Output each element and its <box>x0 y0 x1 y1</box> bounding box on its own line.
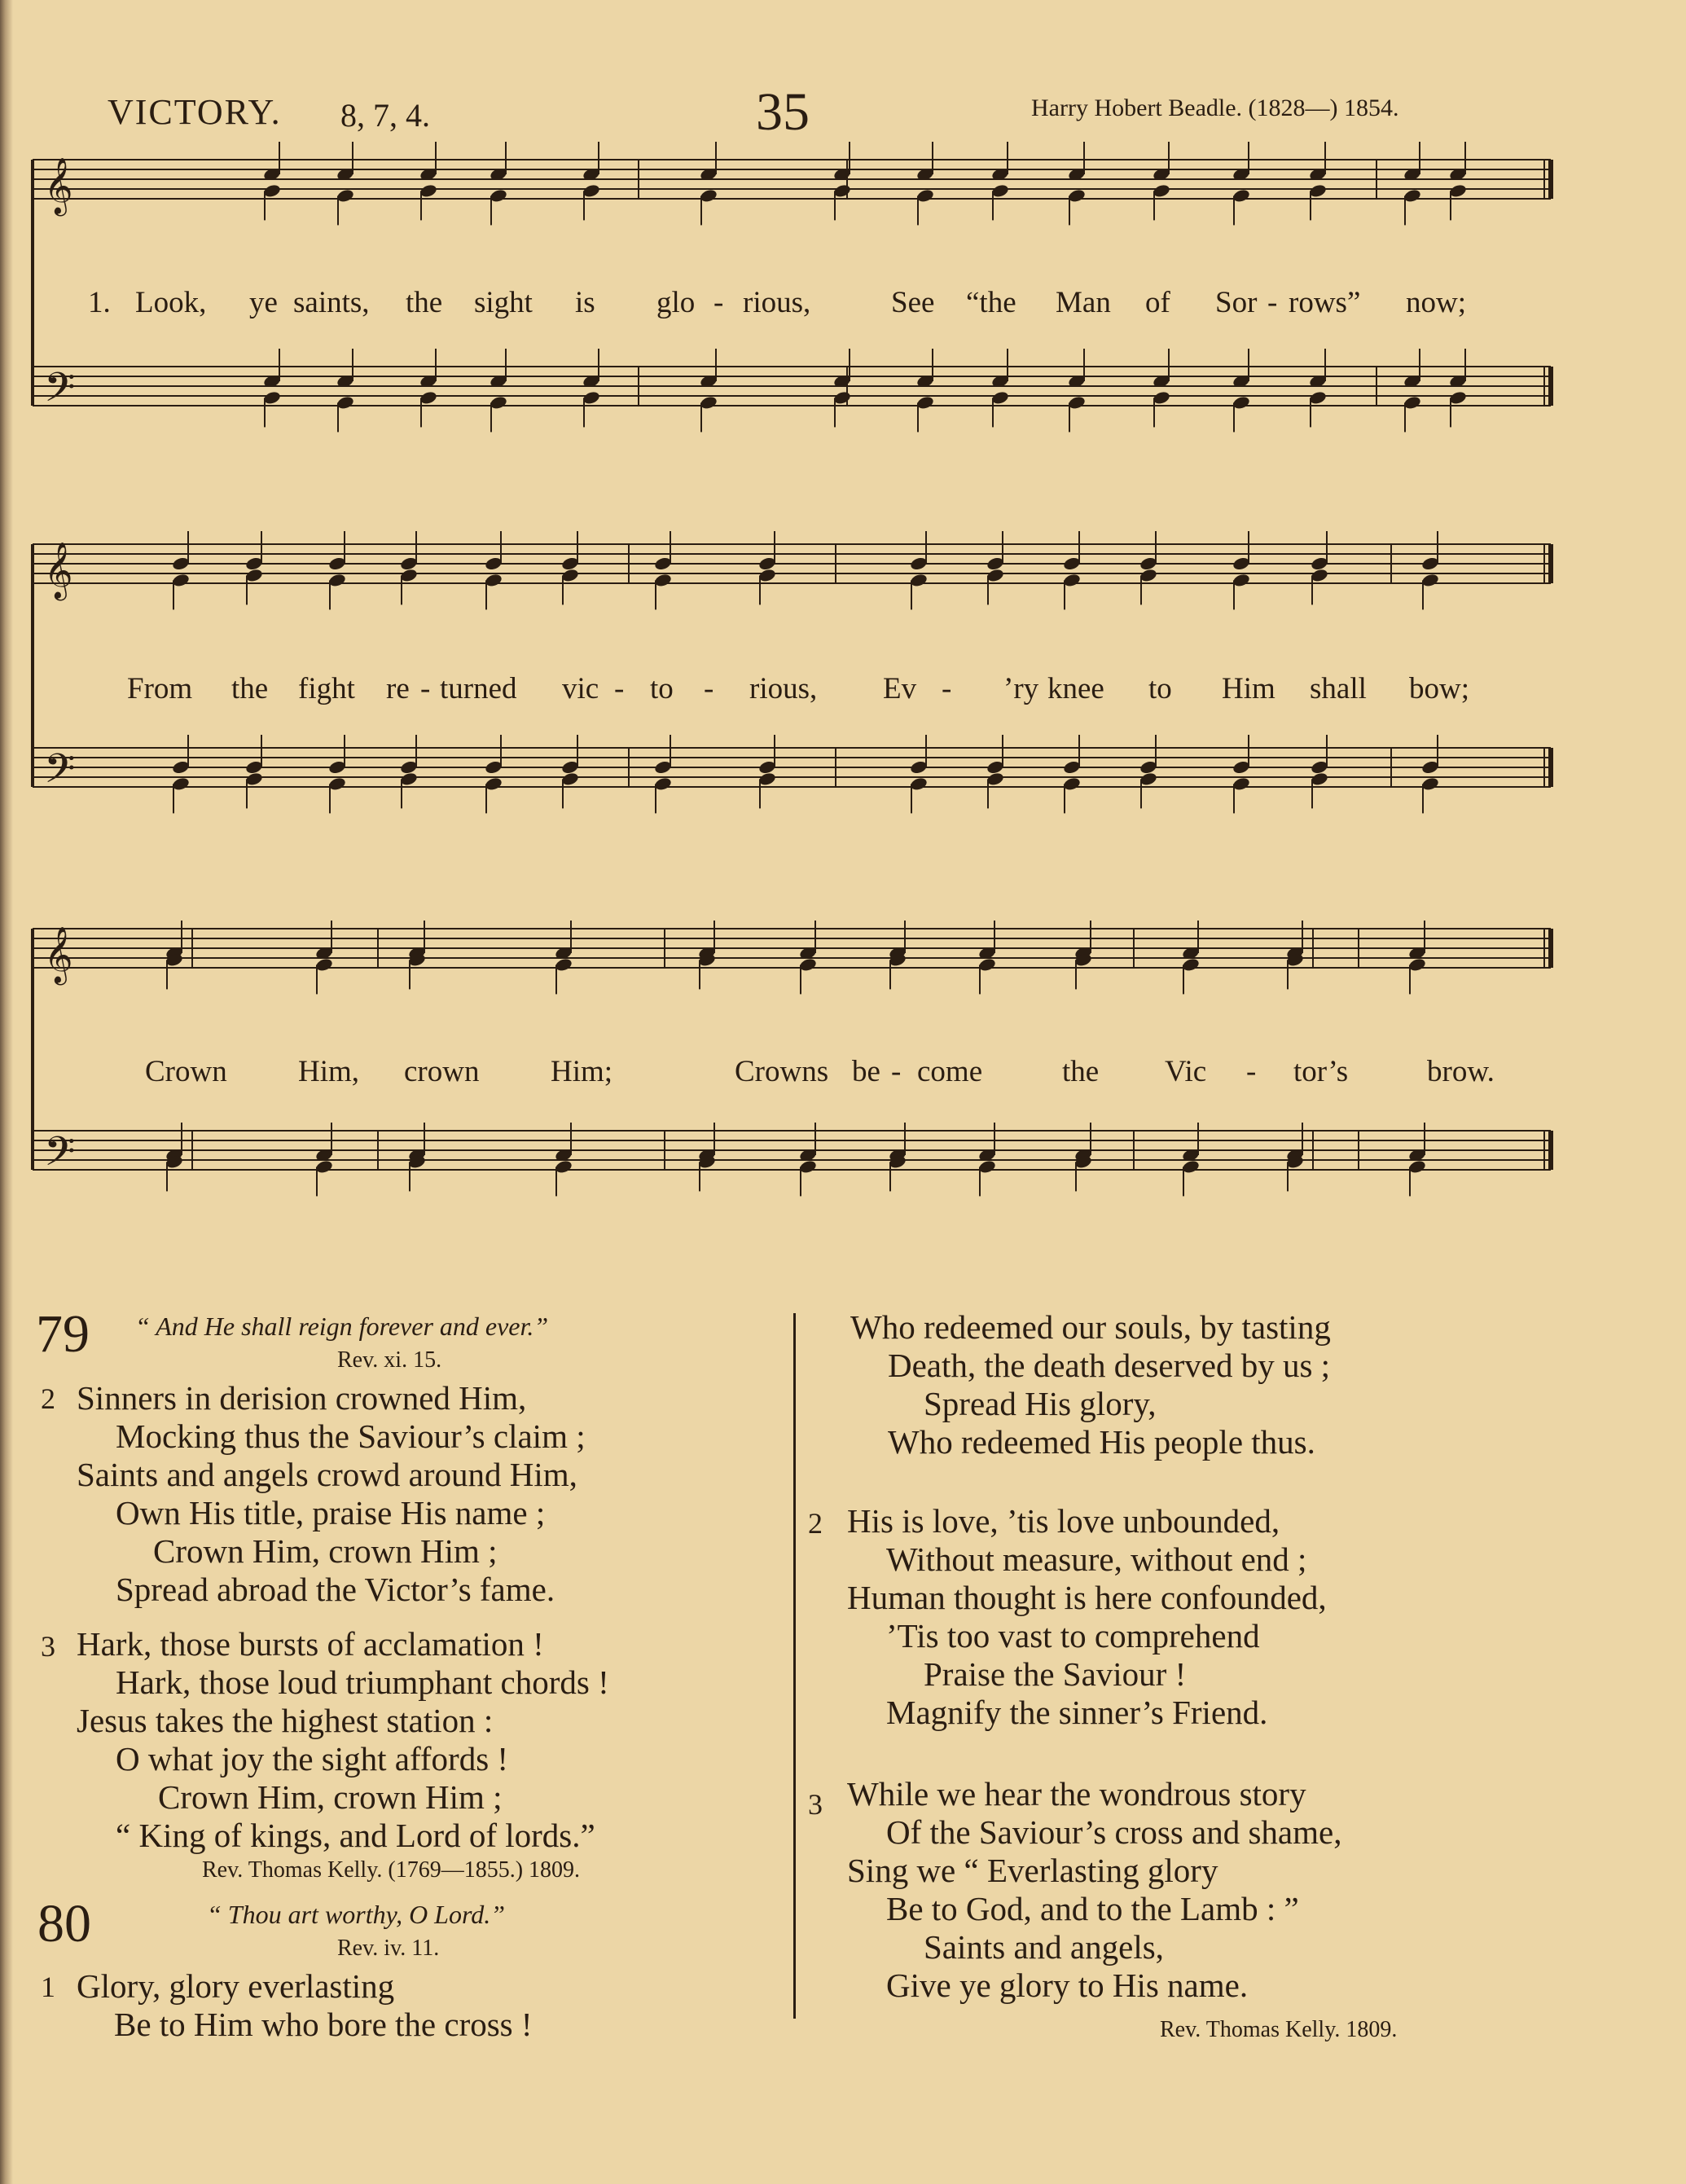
verse-line: Crown Him, crown Him ; <box>158 1778 503 1816</box>
lyric-syllable: - <box>420 672 431 705</box>
lyric-syllable: the <box>1062 1055 1100 1088</box>
lyric-syllable: - <box>942 672 952 705</box>
lyric-syllable: shall <box>1310 672 1367 705</box>
verse-line: Hark, those loud triumphant chords ! <box>116 1663 609 1701</box>
verse-line: While we hear the wondrous story <box>847 1775 1306 1813</box>
hymn-attribution: Rev. Thomas Kelly. 1809. <box>1160 2017 1398 2042</box>
lyric-syllable: tor’s <box>1293 1055 1349 1088</box>
lyric-syllable: rious, <box>749 672 818 705</box>
verse-line: ’Tis too vast to comprehend <box>886 1617 1260 1654</box>
bass-clef: 𝄢 <box>44 745 76 802</box>
lyric-syllable: - <box>713 286 724 319</box>
verse-line: Human thought is here confounded, <box>847 1579 1327 1616</box>
verse-line: Give ye glory to His name. <box>886 1966 1249 2004</box>
scripture-reference: Rev. iv. 11. <box>337 1936 440 1961</box>
verse-line: Spread abroad the Victor’s fame. <box>116 1571 555 1608</box>
lyric-syllable: glo <box>656 286 696 319</box>
lyric-syllable: - <box>1246 1055 1257 1088</box>
treble-clef: 𝄞 <box>44 542 73 599</box>
lyric-syllable: the <box>406 286 443 319</box>
verse-line: “ King of kings, and Lord of lords.” <box>116 1817 595 1854</box>
lyric-syllable: - <box>891 1055 902 1088</box>
verse-line: Praise the Saviour ! <box>924 1655 1187 1693</box>
lyric-syllable: Him; <box>551 1055 613 1088</box>
verse-line: Saints and angels, <box>924 1928 1164 1966</box>
lyric-syllable: knee <box>1047 672 1104 705</box>
verse-line: Sinners in derision crowned Him, <box>77 1379 527 1417</box>
hymn-attribution: Rev. Thomas Kelly. (1769—1855.) 1809. <box>202 1857 581 1883</box>
verse-line: Magnify the sinner’s Friend. <box>886 1694 1268 1731</box>
verse-number: 1. <box>88 286 111 319</box>
lyric-syllable: “the <box>966 286 1016 319</box>
lyric-syllable: turned <box>440 672 517 705</box>
lyric-syllable: is <box>575 286 595 319</box>
verse-line: Death, the death deserved by us ; <box>888 1347 1331 1384</box>
lyric-syllable: - <box>1267 286 1278 319</box>
verse-line: Who redeemed our souls, by tasting <box>850 1308 1331 1346</box>
bass-clef: 𝄢 <box>44 1128 76 1185</box>
lyric-syllable: Him, <box>298 1055 360 1088</box>
lyric-syllable: to <box>1148 672 1172 705</box>
treble-clef: 𝄞 <box>44 926 73 983</box>
tune-name: VICTORY. <box>108 92 282 132</box>
lyric-syllable: Ev <box>883 672 917 705</box>
lyric-syllable: Man <box>1056 286 1111 319</box>
verse-number: 2 <box>41 1382 55 1415</box>
lyric-syllable: Vic <box>1165 1055 1207 1088</box>
verse-line: Be to Him who bore the cross ! <box>114 2006 533 2043</box>
hymn-epigraph: “ And He shall reign forever and ever.” <box>135 1312 549 1341</box>
page-number: 35 <box>756 82 810 142</box>
lyric-syllable: fight <box>298 672 355 705</box>
lyric-syllable: the <box>231 672 269 705</box>
lyric-syllable: re <box>386 672 410 705</box>
lyric-syllable: come <box>917 1055 983 1088</box>
lyric-syllable: brow. <box>1427 1055 1495 1088</box>
lyric-syllable: saints, <box>293 286 370 319</box>
verse-line: Of the Saviour’s cross and shame, <box>886 1813 1342 1851</box>
column-divider <box>793 1313 796 2019</box>
lyric-syllable: vic <box>562 672 599 705</box>
verse-line: Glory, glory everlasting <box>77 1967 395 2005</box>
verse-number: 3 <box>41 1630 55 1663</box>
composer-credit: Harry Hobert Beadle. (1828—) 1854. <box>1031 94 1399 121</box>
verse-number: 2 <box>808 1507 823 1540</box>
lyric-syllable: - <box>704 672 714 705</box>
lyric-syllable: crown <box>404 1055 480 1088</box>
verse-line: Without measure, without end ; <box>886 1540 1307 1578</box>
verse-line: Saints and angels crowd around Him, <box>77 1456 577 1493</box>
scripture-reference: Rev. xi. 15. <box>337 1347 442 1373</box>
lyric-syllable: now; <box>1406 286 1466 319</box>
lyric-syllable: See <box>891 286 935 319</box>
hymn-number: 80 <box>37 1894 91 1953</box>
verse-line: Own His title, praise His name ; <box>116 1494 546 1531</box>
lyric-syllable: Sor <box>1215 286 1258 319</box>
hymn-number: 79 <box>36 1304 90 1364</box>
lyric-syllable: From <box>127 672 193 705</box>
verse-number: 1 <box>41 1971 55 2003</box>
lyric-syllable: of <box>1145 286 1170 319</box>
lyric-syllable: to <box>650 672 674 705</box>
verse-line: O what joy the sight affords ! <box>116 1740 509 1778</box>
verse-line: Crown Him, crown Him ; <box>153 1532 498 1570</box>
verse-line: Be to God, and to the Lamb : ” <box>886 1890 1299 1927</box>
lyric-syllable: ye <box>249 286 278 319</box>
lyric-syllable: rious, <box>743 286 811 319</box>
lyric-syllable: Him <box>1222 672 1275 705</box>
verse-line: Hark, those bursts of acclamation ! <box>77 1625 544 1663</box>
verse-line: Sing we “ Everlasting glory <box>847 1852 1218 1889</box>
lyric-syllable: - <box>614 672 625 705</box>
verse-line: Spread His glory, <box>924 1385 1157 1422</box>
verse-line: Jesus takes the highest station : <box>77 1702 494 1739</box>
lyric-syllable: ’ry <box>1003 672 1039 705</box>
verse-number: 3 <box>808 1788 823 1821</box>
lyric-syllable: rows” <box>1289 286 1361 319</box>
treble-clef: 𝄞 <box>44 157 73 214</box>
lyric-syllable: Crowns <box>735 1055 829 1088</box>
lyric-syllable: be <box>852 1055 880 1088</box>
tune-meter: 8, 7, 4. <box>340 97 430 134</box>
lyric-syllable: Look, <box>135 286 207 319</box>
bass-clef: 𝄢 <box>44 364 76 421</box>
verse-line: Mocking thus the Saviour’s claim ; <box>116 1417 586 1455</box>
lyric-syllable: sight <box>474 286 533 319</box>
verse-line: His is love, ’tis love unbounded, <box>847 1502 1280 1540</box>
hymn-epigraph: “ Thou art worthy, O Lord.” <box>207 1900 506 1929</box>
lyric-syllable: Crown <box>145 1055 227 1088</box>
verse-line: Who redeemed His people thus. <box>888 1423 1315 1461</box>
lyric-syllable: bow; <box>1409 672 1469 705</box>
